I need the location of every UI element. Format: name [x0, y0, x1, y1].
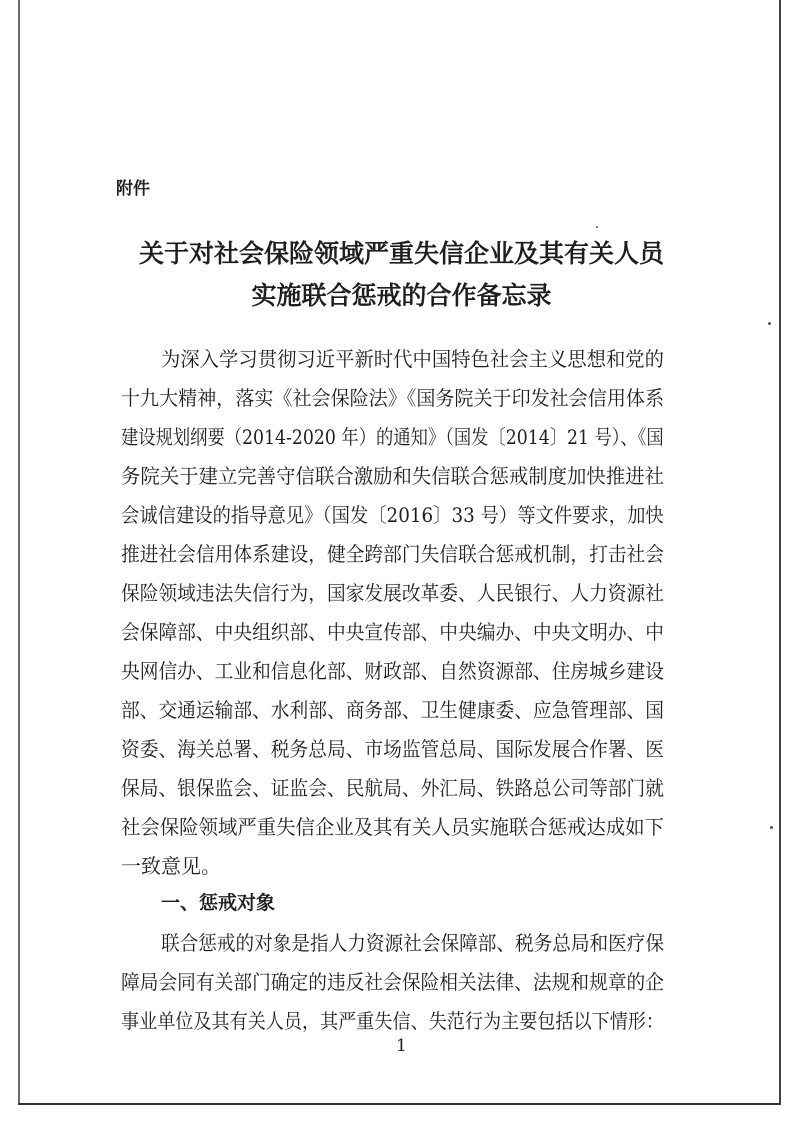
document-title-line-2: 实施联合惩戒的合作备忘录 [251, 281, 552, 310]
paragraph-line: 建设规划纲要（2014-2020 年）的通知》（国发〔2014〕21 号）、《国 [121, 425, 664, 449]
paragraph-line: 障局会同有关部门确定的违反社会保险相关法律、法规和规章的企 [121, 970, 664, 994]
document-title-line-1: 关于对社会保险领域严重失信企业及其有关人员 [138, 239, 664, 268]
paragraph-line: 事业单位及其有关人员，其严重失信、失范行为主要包括以下情形： [121, 1009, 664, 1033]
section-heading-1: 一、惩戒对象 [161, 892, 276, 914]
paragraph-line: 资委、海关总署、税务总局、市场监管总局、国际发展合作署、医 [121, 737, 664, 761]
scan-speck [596, 226, 598, 228]
paragraph-line: 务院关于建立完善守信联合激励和失信联合惩戒制度加快推进社 [121, 464, 664, 488]
page-number: 1 [396, 1036, 407, 1056]
paragraph-line: 一致意见。 [121, 854, 221, 878]
paragraph-line: 保险领域违法失信行为，国家发展改革委、人民银行、人力资源社 [121, 581, 664, 605]
paragraph-line: 社会保险领域严重失信企业及其有关人员实施联合惩戒达成如下 [121, 815, 664, 839]
scan-edge-left [18, 0, 20, 1105]
attachment-label: 附件 [116, 179, 150, 199]
scan-speck [770, 826, 773, 829]
scan-speck [768, 322, 771, 325]
paragraph-line: 部、交通运输部、水利部、商务部、卫生健康委、应急管理部、国 [121, 698, 664, 722]
scan-edge-bottom [18, 1103, 781, 1105]
paragraph-line: 十九大精神，落实《社会保险法》《国务院关于印发社会信用体系 [121, 386, 664, 410]
scan-edge-right [779, 0, 781, 1105]
paragraph-line: 联合惩戒的对象是指人力资源社会保障部、税务总局和医疗保 [161, 931, 664, 955]
paragraph-line: 会保障部、中央组织部、中央宣传部、中央编办、中央文明办、中 [121, 620, 664, 644]
paragraph-line: 推进社会信用体系建设，健全跨部门失信联合惩戒机制，打击社会 [121, 542, 664, 566]
paragraph-line: 央网信办、工业和信息化部、财政部、自然资源部、住房城乡建设 [121, 659, 664, 683]
paragraph-line: 会诚信建设的指导意见》（国发〔2016〕33 号）等文件要求，加快 [121, 503, 664, 527]
paragraph-line: 保局、银保监会、证监会、民航局、外汇局、铁路总公司等部门就 [121, 776, 664, 800]
paragraph-line: 为深入学习贯彻习近平新时代中国特色社会主义思想和党的 [161, 347, 664, 371]
